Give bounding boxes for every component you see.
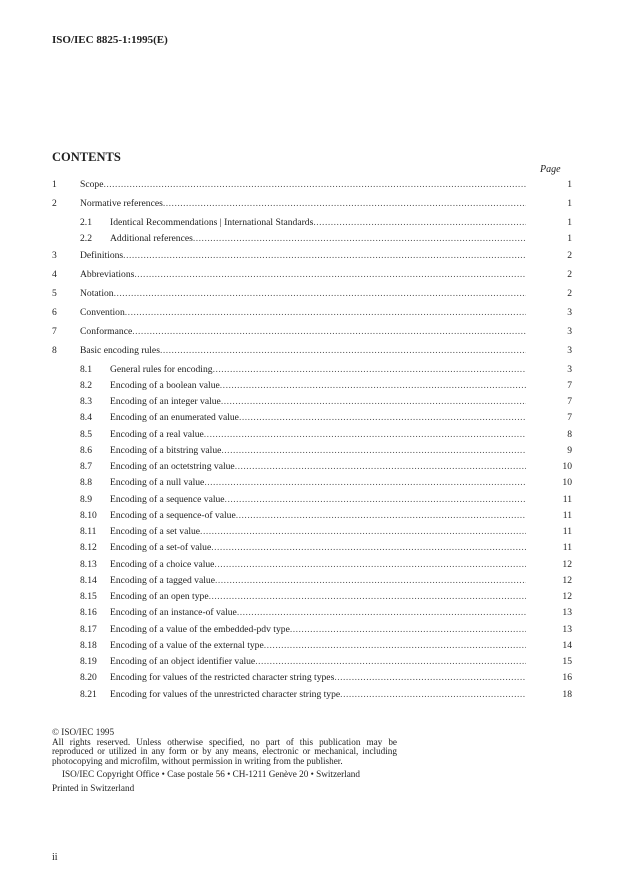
toc-leader-dots — [204, 429, 526, 440]
toc-entry-title: Encoding of a bitstring value — [110, 444, 222, 456]
copyright-notice — [52, 728, 397, 794]
toc-entry-title: Basic encoding rules — [80, 344, 160, 356]
toc-entry[interactable] — [52, 672, 572, 688]
toc-entry[interactable] — [52, 640, 572, 656]
toc-entry[interactable] — [52, 269, 572, 288]
table-of-contents — [52, 179, 572, 705]
toc-entry-page: 2 — [567, 287, 572, 299]
toc-entry-page: 13 — [562, 623, 572, 635]
page-column-label: Page — [540, 164, 561, 175]
toc-entry-number: 4 — [52, 268, 57, 280]
toc-leader-dots — [220, 380, 526, 391]
toc-entry[interactable] — [52, 412, 572, 428]
toc-entry[interactable] — [52, 250, 572, 269]
toc-entry-title: Encoding for values of the restricted character string types — [110, 672, 335, 684]
toc-entry-title: Encoding of a tagged value — [110, 574, 215, 586]
toc-leader-dots — [290, 624, 526, 635]
toc-entry[interactable] — [52, 233, 572, 249]
toc-entry-title: Encoding for values of the unrestricted character string type — [110, 688, 341, 700]
toc-entry-title: Definitions — [80, 249, 124, 261]
toc-leader-dots — [334, 672, 526, 683]
toc-entry-title: Encoding of an integer value — [110, 396, 221, 407]
toc-entry-number: 8.4 — [80, 412, 92, 424]
toc-entry-number: 2 — [52, 198, 57, 209]
toc-entry-title: Encoding of a sequence value — [110, 493, 225, 505]
toc-entry-page: 12 — [562, 591, 572, 602]
toc-entry-title: Scope — [80, 179, 104, 190]
toc-entry-page: 18 — [562, 688, 572, 700]
rights-line: photocopying and microfilm, without permission in writing from the publisher. — [52, 755, 343, 766]
toc-entry[interactable] — [52, 526, 572, 542]
toc-entry-number: 8.6 — [80, 444, 92, 456]
toc-entry-title: General rules for encoding — [110, 363, 213, 375]
toc-entry-number: 8.5 — [80, 428, 92, 440]
toc-entry-page: 10 — [562, 477, 572, 489]
toc-leader-dots — [215, 575, 526, 586]
toc-entry-title: Identical Recommendations | International Standards — [110, 217, 314, 228]
toc-entry[interactable] — [52, 445, 572, 461]
toc-entry[interactable] — [52, 307, 572, 326]
toc-leader-dots — [225, 494, 526, 505]
toc-entry[interactable] — [52, 345, 572, 364]
toc-entry[interactable] — [52, 494, 572, 510]
rights-line: All rights reserved. Unless otherwise specified, no part of this publication may be — [52, 736, 397, 747]
toc-entry-title: Encoding of an enumerated value — [110, 412, 239, 424]
toc-entry-number: 8.13 — [80, 558, 97, 570]
toc-leader-dots — [211, 542, 526, 553]
toc-entry-page: 2 — [567, 249, 572, 261]
toc-entry-number: 8.20 — [80, 672, 97, 684]
toc-entry-title: Encoding of a choice value — [110, 558, 215, 570]
document-header: ISO/IEC 8825-1:1995(E) — [52, 34, 168, 46]
toc-leader-dots — [313, 217, 526, 228]
toc-entry-number: 8.8 — [80, 477, 92, 489]
toc-leader-dots — [193, 233, 526, 244]
toc-entry-page: 1 — [567, 217, 572, 228]
toc-entry-title: Convention — [80, 306, 125, 318]
toc-entry-page: 13 — [562, 607, 572, 619]
toc-entry-number: 8.15 — [80, 591, 97, 602]
toc-leader-dots — [132, 326, 526, 337]
toc-leader-dots — [235, 461, 526, 472]
contents-title: CONTENTS — [52, 150, 121, 164]
toc-entry-title: Encoding of a set-of value — [110, 542, 212, 554]
toc-entry-page: 10 — [562, 461, 572, 472]
toc-entry-number: 8.2 — [80, 379, 92, 391]
toc-entry-title: Encoding of a null value — [110, 477, 205, 489]
toc-leader-dots — [103, 179, 526, 190]
toc-leader-dots — [264, 640, 526, 651]
toc-entry[interactable] — [52, 575, 572, 591]
toc-entry-title: Abbreviations — [80, 268, 135, 280]
toc-entry[interactable] — [52, 624, 572, 640]
toc-entry[interactable] — [52, 326, 572, 345]
toc-leader-dots — [204, 477, 526, 488]
toc-entry-number: 8.3 — [80, 396, 92, 407]
toc-entry-title: Encoding of a set value — [110, 526, 201, 537]
toc-entry-page: 11 — [562, 542, 572, 554]
copyright-line: © ISO/IEC 1995 — [52, 727, 115, 737]
toc-entry-page: 16 — [562, 672, 572, 684]
toc-leader-dots — [114, 288, 526, 299]
toc-leader-dots — [239, 412, 526, 423]
toc-entry-number: 8.21 — [80, 688, 97, 700]
rights-line: reproduced or utilized in any form or by any means, electronic or mechanical, including — [52, 746, 397, 757]
toc-entry-number: 8.10 — [80, 509, 97, 521]
toc-entry-page: 7 — [567, 412, 572, 424]
toc-leader-dots — [134, 269, 526, 280]
toc-entry-number: 8.17 — [80, 623, 97, 635]
toc-entry-title: Encoding of a boolean value — [110, 379, 220, 391]
toc-leader-dots — [209, 591, 526, 602]
toc-entry[interactable] — [52, 656, 572, 672]
toc-entry[interactable] — [52, 461, 572, 477]
toc-entry-page: 12 — [562, 558, 572, 570]
toc-entry-number: 8.18 — [80, 639, 97, 651]
toc-entry-number: 8.12 — [80, 542, 97, 554]
toc-entry-title: Encoding of a sequence-of value — [110, 509, 236, 521]
toc-entry-title: Encoding of an open type — [110, 591, 209, 602]
toc-entry-page: 8 — [567, 428, 572, 440]
toc-entry-page: 11 — [562, 509, 572, 521]
toc-entry[interactable] — [52, 607, 572, 623]
toc-entry-number: 8.9 — [80, 493, 92, 505]
toc-entry-page: 7 — [567, 396, 572, 407]
toc-leader-dots — [221, 396, 526, 407]
toc-entry-page: 2 — [567, 268, 572, 280]
toc-entry-page: 9 — [567, 444, 572, 456]
toc-entry[interactable] — [52, 429, 572, 445]
toc-entry[interactable] — [52, 288, 572, 307]
toc-entry-number: 3 — [52, 249, 57, 261]
toc-entry-page: 3 — [567, 306, 572, 318]
toc-entry-page: 1 — [567, 233, 572, 245]
toc-entry-number: 1 — [52, 179, 57, 190]
toc-entry-number: 2.1 — [80, 217, 92, 228]
toc-entry-page: 1 — [567, 198, 572, 209]
toc-entry-number: 6 — [52, 306, 57, 318]
toc-entry-title: Encoding of an instance-of value — [110, 607, 237, 619]
toc-entry[interactable] — [52, 198, 572, 217]
toc-entry-number: 8.1 — [80, 363, 92, 375]
toc-entry[interactable] — [52, 689, 572, 705]
toc-leader-dots — [160, 345, 526, 356]
toc-entry-title: Conformance — [80, 325, 133, 337]
copyright-office: ISO/IEC Copyright Office • Case postale 56 • CH-1211 Genève 20 • Switzerland — [62, 769, 360, 780]
toc-entry[interactable] — [52, 179, 572, 198]
toc-entry[interactable] — [52, 364, 572, 380]
toc-leader-dots — [214, 559, 526, 570]
toc-entry-page: 11 — [562, 493, 572, 505]
toc-entry-page: 3 — [567, 325, 572, 337]
toc-entry-title: Encoding of an object identifier value — [110, 656, 256, 667]
toc-entry-title: Encoding of a value of the embedded-pdv type — [110, 623, 290, 635]
toc-entry-title: Normative references — [80, 198, 163, 209]
toc-entry-title: Additional references — [110, 233, 193, 245]
toc-entry-title: Encoding of a value of the external type — [110, 639, 264, 651]
toc-entry-number: 8.16 — [80, 607, 97, 619]
toc-entry-page: 15 — [562, 656, 572, 667]
toc-leader-dots — [340, 689, 526, 700]
toc-leader-dots — [236, 510, 526, 521]
printed-in: Printed in Switzerland — [52, 782, 135, 793]
page-number: ii — [52, 852, 58, 863]
toc-entry-number: 8.7 — [80, 461, 92, 472]
toc-leader-dots — [237, 607, 526, 618]
toc-entry-page: 1 — [567, 179, 572, 190]
toc-entry-title: Encoding of a real value — [110, 428, 204, 440]
toc-entry-number: 8.14 — [80, 574, 97, 586]
toc-entry[interactable] — [52, 559, 572, 575]
toc-entry-page: 7 — [567, 379, 572, 391]
toc-leader-dots — [213, 364, 526, 375]
toc-entry[interactable] — [52, 591, 572, 607]
toc-leader-dots — [255, 656, 526, 667]
toc-leader-dots — [125, 307, 526, 318]
toc-entry-title: Encoding of an octetstring value — [110, 461, 235, 472]
toc-leader-dots — [163, 198, 526, 209]
toc-entry[interactable] — [52, 396, 572, 412]
toc-entry-number: 5 — [52, 287, 57, 299]
toc-entry-page: 12 — [562, 574, 572, 586]
toc-leader-dots — [200, 526, 526, 537]
toc-entry-page: 3 — [567, 363, 572, 375]
toc-entry-number: 8.19 — [80, 656, 97, 667]
toc-entry[interactable] — [52, 477, 572, 493]
toc-entry-title: Notation — [80, 287, 114, 299]
toc-leader-dots — [221, 445, 526, 456]
toc-entry[interactable] — [52, 510, 572, 526]
toc-entry-page: 3 — [567, 344, 572, 356]
toc-entry-number: 2.2 — [80, 233, 92, 245]
toc-entry[interactable] — [52, 380, 572, 396]
toc-entry[interactable] — [52, 542, 572, 558]
toc-entry-number: 7 — [52, 325, 57, 337]
toc-entry-number: 8 — [52, 344, 57, 356]
toc-entry-page: 11 — [562, 526, 572, 537]
toc-entry[interactable] — [52, 217, 572, 233]
toc-entry-number: 8.11 — [80, 526, 97, 537]
toc-entry-page: 14 — [562, 639, 572, 651]
toc-leader-dots — [123, 250, 526, 261]
